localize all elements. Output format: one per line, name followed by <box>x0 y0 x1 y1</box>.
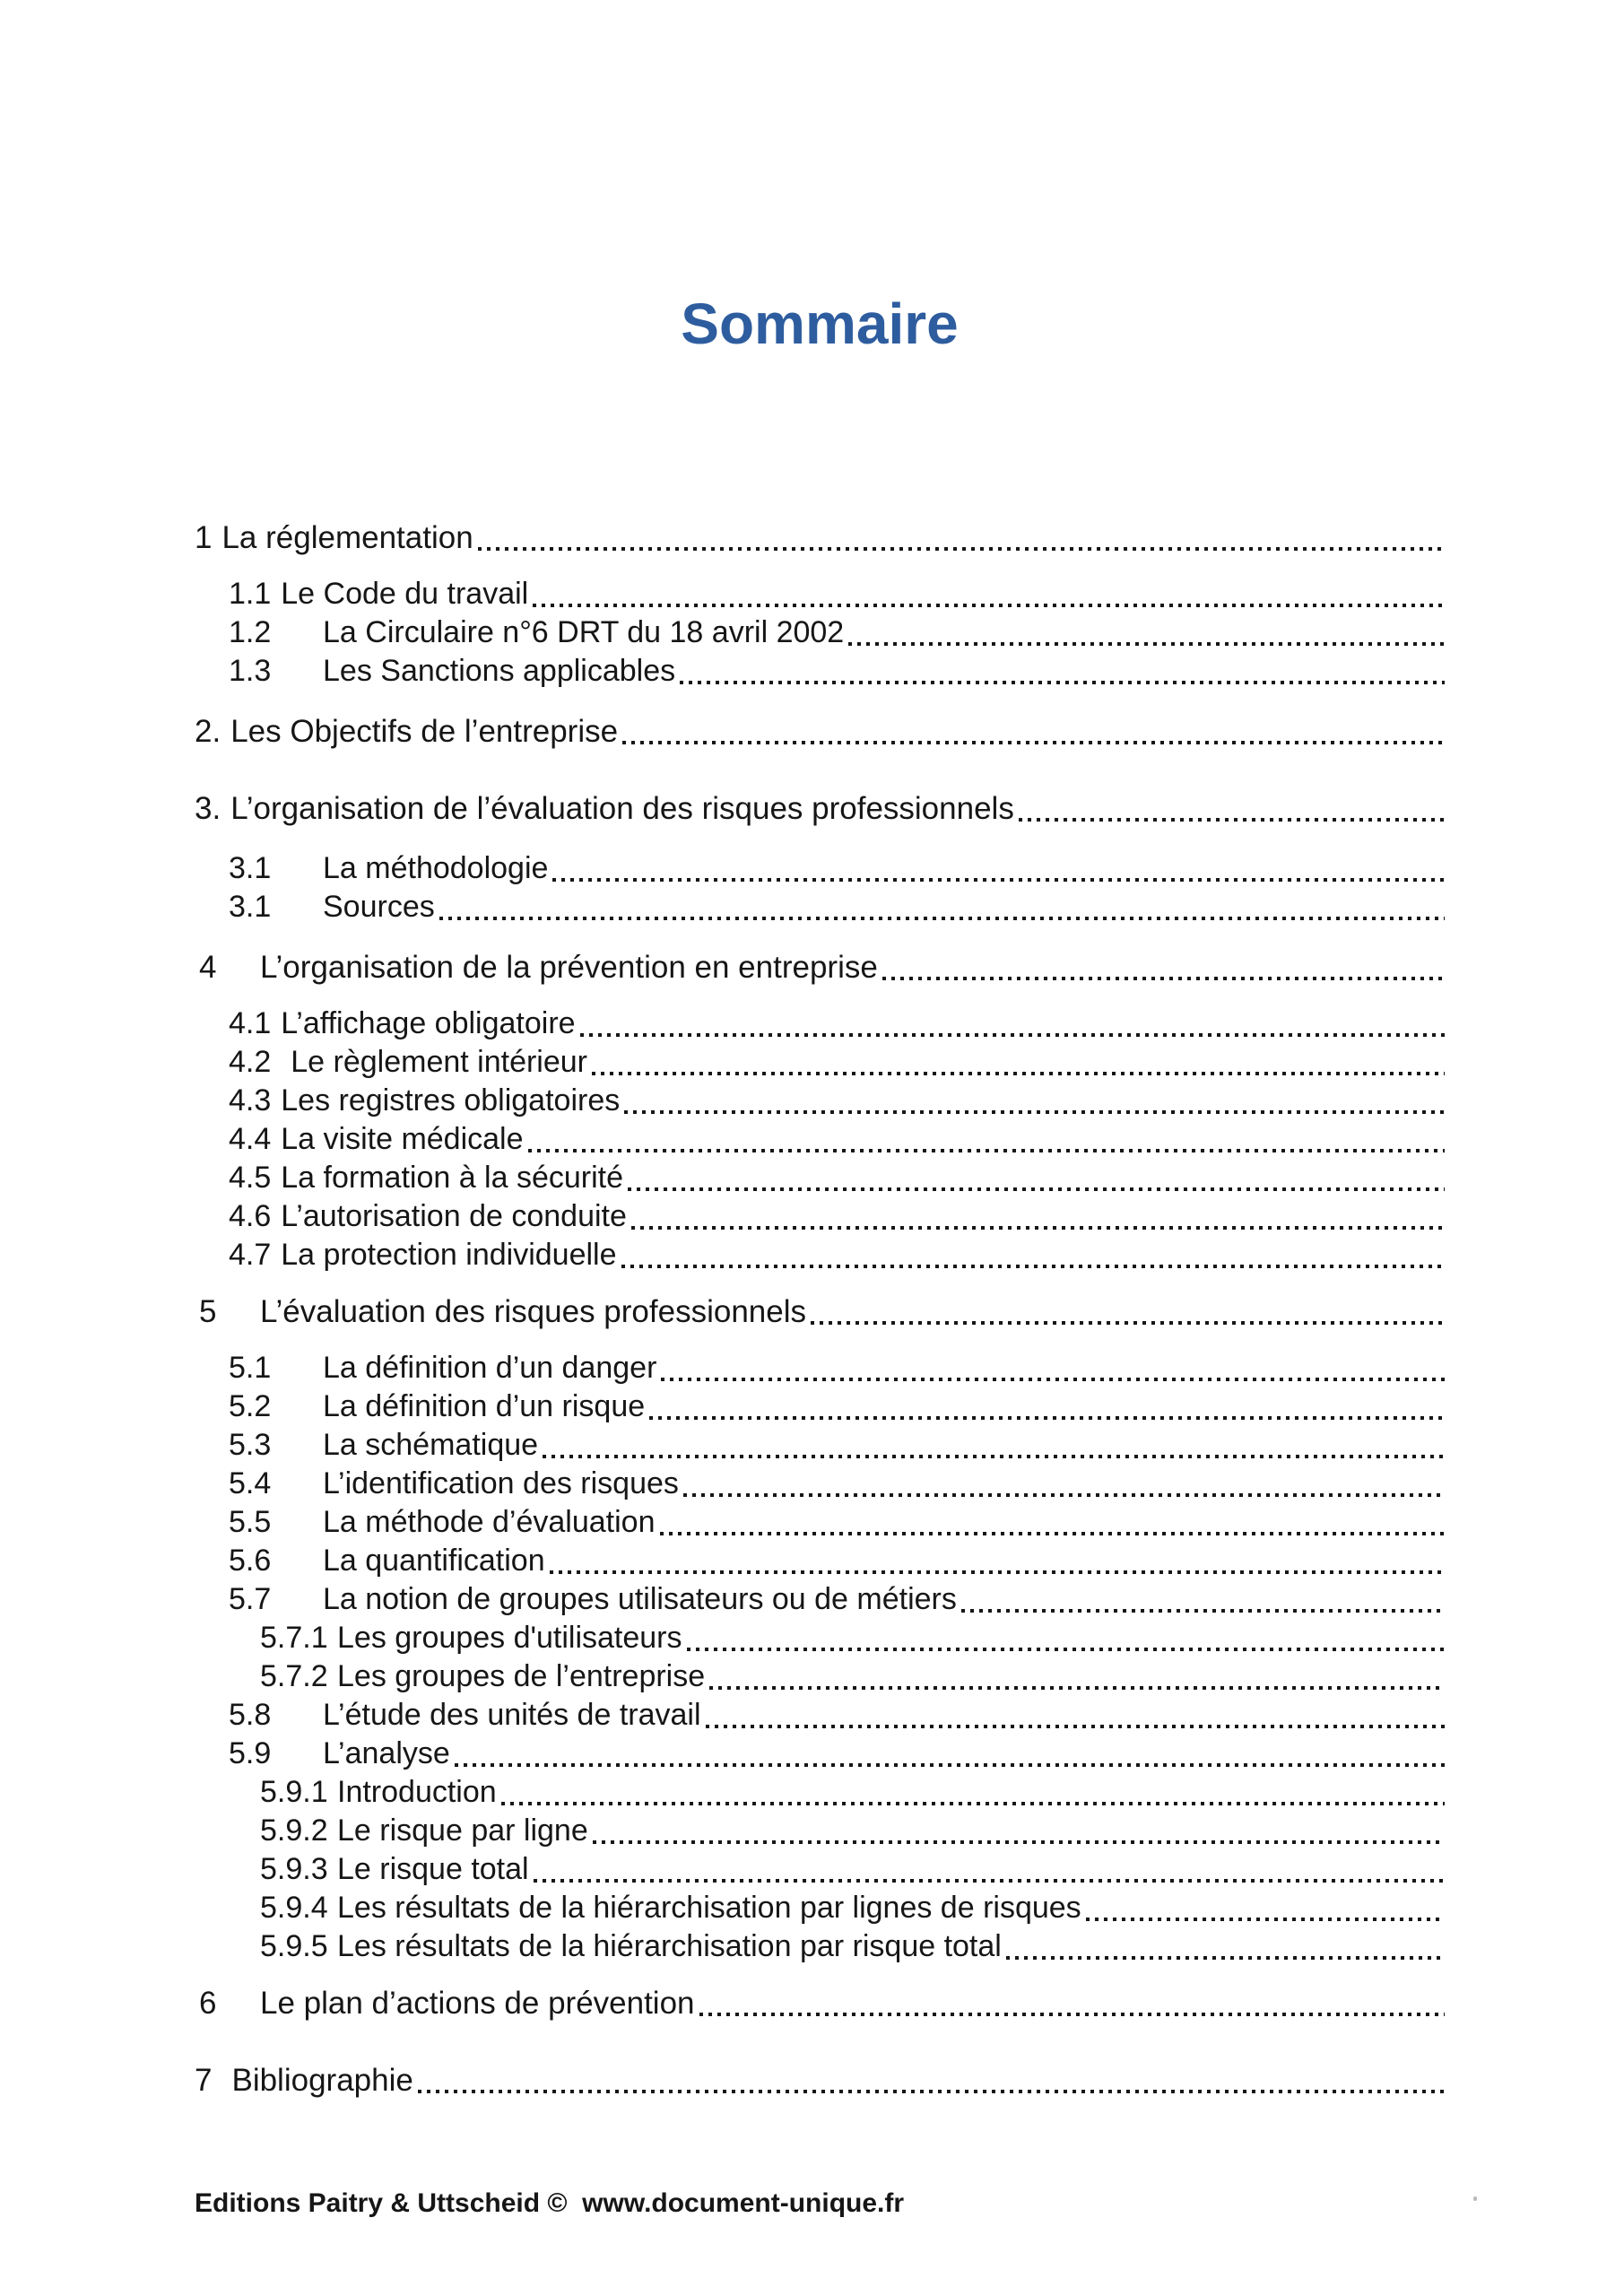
toc-entry-label: L’autorisation de conduite <box>281 1199 627 1233</box>
toc-entry-label: L’organisation de l’évaluation des risques professionnels <box>230 791 1014 826</box>
dot-leader <box>580 1033 1445 1037</box>
dot-leader <box>709 1686 1445 1690</box>
toc-entry <box>195 1657 1445 1696</box>
dot-leader <box>660 1532 1446 1535</box>
toc-entry <box>195 1773 1445 1812</box>
toc-entry-label: L’étude des unités de travail <box>323 1698 701 1732</box>
toc-entry-label: Les groupes de l’entreprise <box>337 1659 706 1693</box>
toc-entry-number: 4.1 <box>229 1006 272 1040</box>
toc-entry-label: Introduction <box>337 1775 497 1809</box>
toc-entry-label: La définition d’un danger <box>323 1351 657 1385</box>
toc-entry <box>195 1159 1445 1197</box>
toc-entry-number: 5.9 <box>229 1736 272 1770</box>
toc-entry-number: 5.7.1 <box>260 1621 328 1655</box>
toc-entry <box>195 712 1445 751</box>
dot-leader <box>552 878 1445 882</box>
dot-leader <box>624 1110 1445 1114</box>
dot-leader <box>699 2013 1445 2016</box>
dot-leader <box>501 1802 1445 1805</box>
toc-entry-label: La formation à la sécurité <box>281 1161 624 1195</box>
toc-entry-label: L’analyse <box>323 1736 450 1770</box>
toc-entry-number: 5.6 <box>229 1544 272 1578</box>
toc-entry-number: 2. <box>195 714 221 749</box>
toc-entry-number: 5.7.2 <box>260 1659 328 1693</box>
toc-entry-label: Les groupes d'utilisateurs <box>337 1621 682 1655</box>
toc-entry-number: 5.8 <box>229 1698 272 1732</box>
scan-artifact-speck <box>1473 2196 1477 2201</box>
toc-entry <box>195 1619 1445 1657</box>
toc-entry <box>195 1120 1445 1159</box>
table-of-contents <box>195 518 1445 2100</box>
dot-leader <box>680 681 1445 684</box>
dot-leader <box>455 1763 1445 1767</box>
dot-leader <box>661 1378 1445 1381</box>
dot-leader <box>683 1493 1445 1497</box>
toc-entry <box>195 1927 1445 1966</box>
toc-entry-label: Bibliographie <box>231 2063 413 2098</box>
toc-entry <box>195 888 1445 926</box>
toc-entry-number: 4.4 <box>229 1122 272 1156</box>
toc-entry <box>195 1503 1445 1542</box>
dot-leader <box>533 604 1445 607</box>
dot-leader <box>543 1455 1445 1458</box>
toc-entry-number: 4.2 <box>229 1045 272 1079</box>
toc-entry <box>195 1812 1445 1850</box>
toc-entry-number: 5.9.2 <box>260 1813 328 1848</box>
toc-entry-number: 5.4 <box>229 1466 272 1500</box>
toc-entry-number: 5.3 <box>229 1428 272 1462</box>
dot-leader <box>628 1187 1445 1191</box>
toc-entry <box>195 1465 1445 1503</box>
toc-entry <box>195 1984 1445 2022</box>
toc-entry <box>195 1197 1445 1236</box>
toc-entry <box>195 1580 1445 1619</box>
dot-leader <box>848 642 1445 646</box>
toc-entry-label: Le risque par ligne <box>337 1813 588 1848</box>
toc-entry-label: La schématique <box>323 1428 539 1462</box>
toc-entry-label: La protection individuelle <box>281 1238 617 1272</box>
toc-entry-number: 5.9.1 <box>260 1775 328 1809</box>
dot-leader <box>706 1725 1445 1728</box>
dot-leader <box>534 1879 1445 1883</box>
toc-entry <box>195 613 1445 652</box>
toc-entry <box>195 1236 1445 1274</box>
toc-entry <box>195 1696 1445 1735</box>
toc-entry <box>195 849 1445 888</box>
dot-leader <box>418 2090 1445 2093</box>
toc-entry <box>195 1850 1445 1889</box>
toc-entry-label: La réglementation <box>221 520 473 555</box>
dot-leader <box>1019 818 1445 822</box>
toc-entry-number: 4.6 <box>229 1199 272 1233</box>
toc-entry <box>195 789 1445 828</box>
toc-entry <box>195 948 1445 987</box>
toc-entry-label: La méthode d’évaluation <box>323 1505 656 1539</box>
toc-entry <box>195 518 1445 557</box>
toc-entry-number: 5.9.4 <box>260 1891 328 1925</box>
dot-leader <box>621 1265 1445 1268</box>
dot-leader <box>1086 1918 1445 1921</box>
toc-entry <box>195 1735 1445 1773</box>
toc-entry <box>195 1387 1445 1426</box>
toc-entry-number: 4.5 <box>229 1161 272 1195</box>
toc-entry-label: L’identification des risques <box>323 1466 679 1500</box>
toc-entry <box>195 575 1445 613</box>
dot-leader <box>687 1648 1446 1651</box>
dot-leader <box>649 1416 1445 1420</box>
toc-entry-label: Les Sanctions applicables <box>323 654 676 688</box>
toc-entry-number: 1.1 <box>229 577 272 611</box>
toc-entry-number: 5.9.3 <box>260 1852 328 1886</box>
toc-entry-label: La définition d’un risque <box>323 1389 646 1423</box>
toc-entry <box>195 1004 1445 1043</box>
dot-leader <box>550 1570 1445 1574</box>
toc-entry <box>195 1426 1445 1465</box>
toc-entry-label: L’organisation de la prévention en entreprise <box>260 950 878 985</box>
toc-entry-number: 5.5 <box>229 1505 272 1539</box>
toc-entry <box>195 1542 1445 1580</box>
toc-entry-number: 3.1 <box>229 851 272 885</box>
toc-entry-number: 5.2 <box>229 1389 272 1423</box>
dot-leader <box>961 1609 1445 1613</box>
dot-leader <box>631 1226 1445 1230</box>
toc-entry <box>195 1082 1445 1120</box>
toc-entry-number: 5.7 <box>229 1582 272 1616</box>
toc-entry-number: 4 <box>199 950 217 985</box>
dot-leader <box>528 1149 1445 1152</box>
toc-entry-label: Le plan d’actions de prévention <box>260 1986 695 2021</box>
toc-entry-label: Les résultats de la hiérarchisation par lignes de risques <box>337 1891 1081 1925</box>
toc-entry-number: 6 <box>199 1986 217 2021</box>
toc-entry-number: 3. <box>195 791 221 826</box>
toc-entry-number: 7 <box>195 2063 213 2098</box>
toc-entry <box>195 652 1445 691</box>
page-footer: Editions Paitry & Uttscheid © www.document-unique.fr <box>195 2188 905 2218</box>
toc-entry-label: Le Code du travail <box>281 577 529 611</box>
toc-entry-label: Les registres obligatoires <box>281 1083 621 1118</box>
toc-entry <box>195 1889 1445 1927</box>
toc-entry-label: Sources <box>323 890 435 924</box>
toc-entry-label: La visite médicale <box>281 1122 524 1156</box>
toc-entry <box>195 2061 1445 2100</box>
toc-entry-label: La méthodologie <box>323 851 549 885</box>
toc-entry-label: La notion de groupes utilisateurs ou de métiers <box>323 1582 957 1616</box>
toc-entry <box>195 1043 1445 1082</box>
toc-entry-number: 1 <box>195 520 213 555</box>
dot-leader <box>882 977 1445 980</box>
toc-entry-label: Le règlement intérieur <box>291 1045 588 1079</box>
dot-leader <box>439 917 1445 920</box>
toc-entry <box>195 1349 1445 1387</box>
toc-entry-label: L’affichage obligatoire <box>281 1006 576 1040</box>
toc-entry-number: 1.3 <box>229 654 272 688</box>
toc-entry-label: L’évaluation des risques professionnels <box>260 1294 806 1329</box>
toc-entry <box>195 1292 1445 1331</box>
dot-leader <box>592 1072 1445 1075</box>
toc-entry-label: Le risque total <box>337 1852 529 1886</box>
toc-entry-label: Les résultats de la hiérarchisation par risque total <box>337 1929 1002 1963</box>
toc-entry-number: 5 <box>199 1294 217 1329</box>
toc-entry-number: 1.2 <box>229 615 272 649</box>
toc-entry-number: 5.1 <box>229 1351 272 1385</box>
toc-entry-number: 5.9.5 <box>260 1929 328 1963</box>
dot-leader <box>811 1321 1445 1325</box>
dot-leader <box>1006 1956 1445 1960</box>
page-content <box>0 292 1624 2100</box>
toc-entry-number: 3.1 <box>229 890 272 924</box>
toc-entry-label: La quantification <box>323 1544 545 1578</box>
toc-entry-label: La Circulaire n°6 DRT du 18 avril 2002 <box>323 615 845 649</box>
toc-entry-label: Les Objectifs de l’entreprise <box>230 714 619 749</box>
page-title: Sommaire <box>681 291 959 356</box>
dot-leader <box>622 741 1445 744</box>
toc-entry-number: 4.7 <box>229 1238 272 1272</box>
dot-leader <box>478 547 1445 551</box>
toc-entry-number: 4.3 <box>229 1083 272 1118</box>
dot-leader <box>593 1840 1445 1844</box>
